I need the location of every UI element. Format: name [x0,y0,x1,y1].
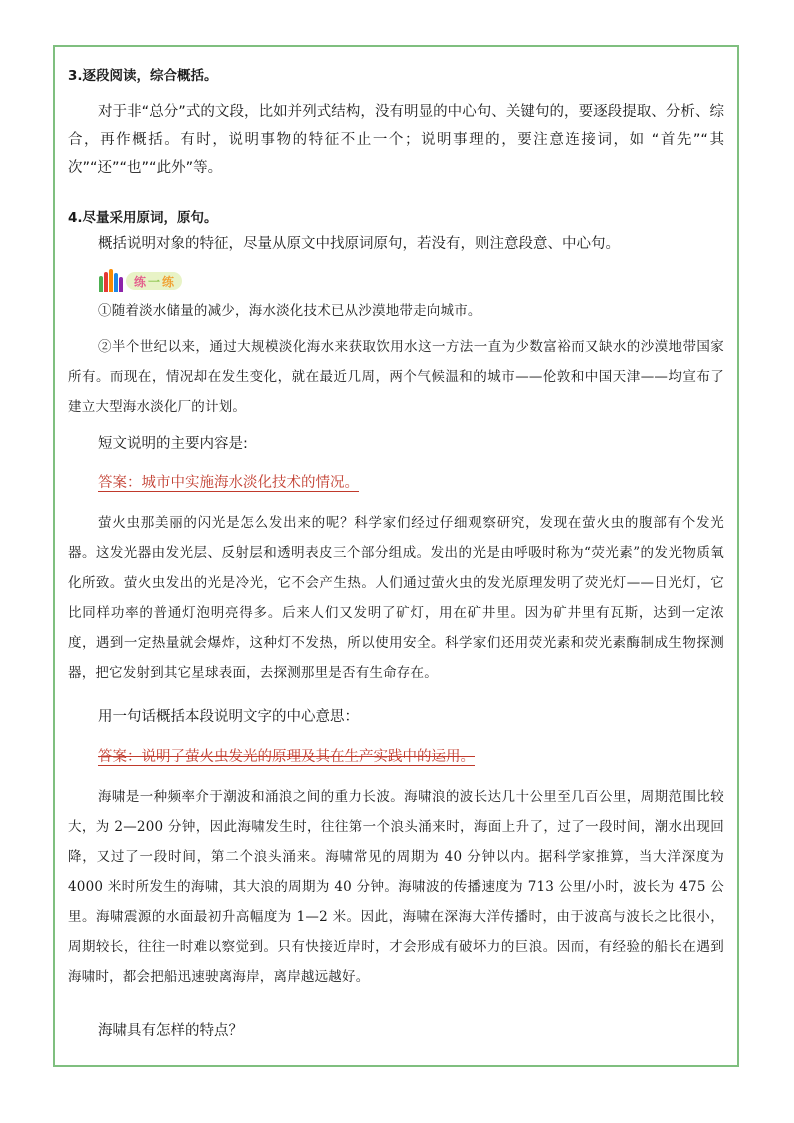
exercise3-passage: 海啸是一种频率介于潮波和涌浪之间的重力长波。海啸浪的波长达几十公里至几百公里，周期范围比较大，为 2—200 分钟，因此海啸发生时，往往第一个浪头涌来时，海面上升了，过了一段时间，潮水出现回降，又过了一段时间，第二个浪头涌来。海啸常见的周期为 40 分钟以内。据科学家推算，当大洋深度为 4000 米时所发生的海啸，其大浪的周期为 40 分钟。海啸波的传播速度为 713 公里/小时，波长为 475 公里。海啸震源的水面最初升高幅度为 1—2 米。因此，海啸在深海大洋传播时，由于波高与波长之比很小，周期较长，往往一时难以察觉到。只有快接近岸时，才会形成有破坏力的巨浪。因而，有经验的船长在遇到海啸时，都会把船迅速驶离海岸，离岸越远越好。 [68,789,724,985]
practice-label: 练 一 练 [126,272,182,290]
exercise1-item1: ①随着淡水储量的减少，海水淡化技术已从沙漠地带走向城市。 [98,303,482,319]
exercise2-answer: 答案：说明了萤火虫发光的原理及其在生产实践中的运用。 [98,749,475,765]
exercise2-passage: 萤火虫那美丽的闪光是怎么发出来的呢？科学家们经过仔细观察研究，发现在萤火虫的腹部有个发光器。这发光器由发光层、反射层和透明表皮三个部分组成。发出的光是由呼吸时称为“荧光素”的发光物质氧化所致。萤火虫发出的光是冷光，它不会产生热。人们通过萤火虫的发光原理发明了荧光灯——日光灯，它比同样功率的普通灯泡明亮得多。后来人们又发明了矿灯，用在矿井里。因为矿井里有瓦斯，达到一定浓度，遇到一定热量就会爆炸，这种灯不发热，所以使用安全。科学家们还用荧光素和荧光素酶制成生物探测器，把它发射到其它星球表面，去探测那里是否有生命存在。 [68,515,724,681]
section4-body: 概括说明对象的特征，尽量从原文中找原词原句，若没有，则注意段意、中心句。 [98,236,620,252]
section3-heading: 3.逐段阅读，综合概括。 [68,68,218,84]
exercise2-question: 用一句话概括本段说明文字的中心意思： [98,709,359,725]
exercise1-item2: ②半个世纪以来，通过大规模淡化海水来获取饮用水这一方法一直为少数富裕而又缺水的沙漠地带国家所有。而现在，情况却在发生变化，就在最近几周，两个气候温和的城市——伦敦和中国天津——均宣布了建立大型海水淡化厂的计划。 [68,339,724,415]
section3-body: 对于非“总分”式的文段，比如并列式结构，没有明显的中心句、关键句的，要逐段提取、分析、综合，再作概括。有时，说明事物的特征不止一个；说明事理的，要注意连接词，如 “首先”“其次”“还”“也”“此外”等。 [68,104,724,176]
pencils-icon [98,268,124,294]
exercise1-answer: 答案：城市中实施海水淡化技术的情况。 [98,475,359,491]
practice-badge [98,268,182,294]
section4-heading: 4.尽量采用原词，原句。 [68,210,218,226]
exercise1-question: 短文说明的主要内容是: [98,436,248,452]
exercise3-question: 海啸具有怎样的特点？ [98,1023,243,1039]
